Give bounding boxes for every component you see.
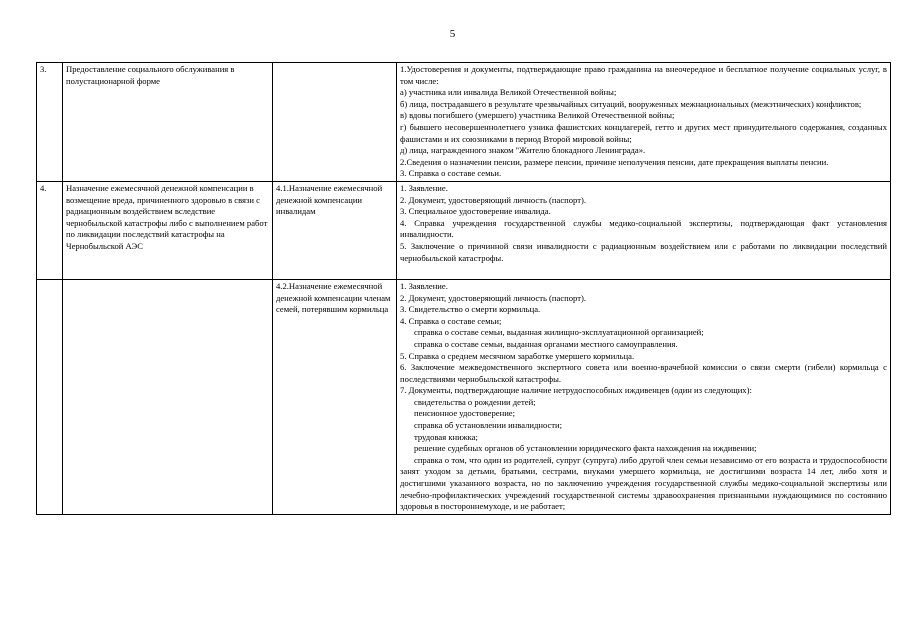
- document-item: свидетельства о рождении детей;: [414, 396, 536, 407]
- subservice-name: [273, 63, 397, 182]
- document-item: а) участника или инвалида Великой Отечественной войны;: [400, 87, 617, 98]
- document-item: справка о составе семьи, выданная жилищно-эксплуатационной организацией;: [414, 327, 704, 338]
- document-item: 1. Заявление.: [400, 280, 448, 291]
- table-row: [37, 63, 891, 182]
- document-item: 5. Заключение о причинной связи инвалидности с радиационным воздействием или с работами по ликвидации последствий чернобыльской катастрофы.: [400, 240, 887, 263]
- documents-cell: [397, 279, 891, 514]
- document-item: г) бывшего несовершеннолетнего узника фашистских концлагерей, гетто и других мест принудительного содержания, созданных фашистами и их союзниками в период Второй мировой войны;: [400, 121, 887, 144]
- table-row: [37, 181, 891, 279]
- document-item: 1.Удостоверения и документы, подтверждающие право гражданина на внеочередное и бесплатное получение социальных услуг, в том числе:: [400, 64, 887, 86]
- document-item: 2. Документ, удостоверяющий личность (паспорт).: [400, 292, 586, 303]
- document-item: в) вдовы погибшего (умершего) участника Великой Отечественной войны;: [400, 110, 675, 121]
- document-item: справка о составе семьи, выданная органами местного самоуправления.: [414, 338, 678, 349]
- subservice-name: 4.2.Назначение ежемесячной денежной компенсации членам семей, потерявшим кормильца: [273, 279, 397, 514]
- row-number: [37, 279, 63, 514]
- row-number: 3.: [37, 63, 63, 182]
- document-item: 3. Справка о составе семьи.: [400, 168, 502, 179]
- table-row: [37, 279, 891, 514]
- documents-cell: [397, 181, 891, 279]
- document-item: справка об установлении инвалидности;: [414, 420, 563, 431]
- document-item: 6. Заключение межведомственного экспертного совета или военно-врачебной комиссии о связи смерти (гибели) кормильца с последствиями чернобыльской катастрофы.: [400, 362, 887, 384]
- document-item: пенсионное удостоверение;: [414, 408, 516, 419]
- document-item: 7. Документы, подтверждающие наличие нетрудоспособных иждивенцев (один из следующих):: [400, 385, 752, 396]
- document-item: 2.Сведения о назначении пенсии, размере пенсии, причине неполучения пенсии, дате прекращения выплаты пенсии.: [400, 156, 829, 167]
- document-item: справка о том, что один из родителей, супруг (супруга) либо другой член семьи независимо от его возраста и трудоспособности занят уходом за детьми, братьями, сестрами, внуками умершего кормильца, не достигшими возраста 14 лет, либо хотя и достигшими указанного возраста, но по заключению учреждения государственной службы медико-социальной экспертизы или лечебно-профилактических учреждений государственной системы здравоохранения признанными нуждающимися по состоянию здоровья в постороннемуходе, и не работает;: [400, 454, 887, 512]
- documents-cell: [397, 63, 891, 182]
- document-item: 3. Специальное удостоверение инвалида.: [400, 206, 551, 217]
- page-number: 5: [449, 28, 456, 40]
- row-number: 4.: [37, 181, 63, 279]
- subservice-name: 4.1.Назначение ежемесячной денежной компенсации инвалидам: [273, 181, 397, 279]
- document-item: 4. Справка о составе семьи;: [400, 315, 502, 326]
- document-item: д) лица, награжденного знаком "Жителю блокадного Ленинграда».: [400, 145, 646, 156]
- service-name: Предоставление социального обслуживания в полустационарной форме: [63, 63, 273, 182]
- document-item: 2. Документ, удостоверяющий личность (паспорт).: [400, 194, 586, 205]
- document-item: трудовая книжка;: [414, 431, 478, 442]
- services-table: [36, 62, 891, 515]
- service-name: Назначение ежемесячной денежной компенсации в возмещение вреда, причиненного здоровью в связи с радиационным воздействием вследствие чернобыльской катастрофы либо с выполнением работ по ликвидации последствий катастрофы на Чернобыльской АЭС: [63, 181, 273, 279]
- service-name: [63, 279, 273, 514]
- document-item: 5. Справка о среднем месячном заработке умершего кормильца.: [400, 350, 635, 361]
- document-item: б) лица, пострадавшего в результате чрезвычайных ситуаций, вооруженных межнациональных (межэтнических) конфликтов;: [400, 98, 862, 109]
- document-item: 4. Справка учреждения государственной службы медико-социальной экспертизы, подтверждающая факт установления инвалидности.: [400, 217, 887, 240]
- document-item: 3. Свидетельство о смерти кормильца.: [400, 304, 541, 315]
- document-item: 1. Заявление.: [400, 182, 448, 193]
- document-item: решение судебных органов об установлении юридического факта нахождения на иждивении;: [414, 443, 757, 454]
- services-table-body: [37, 63, 891, 515]
